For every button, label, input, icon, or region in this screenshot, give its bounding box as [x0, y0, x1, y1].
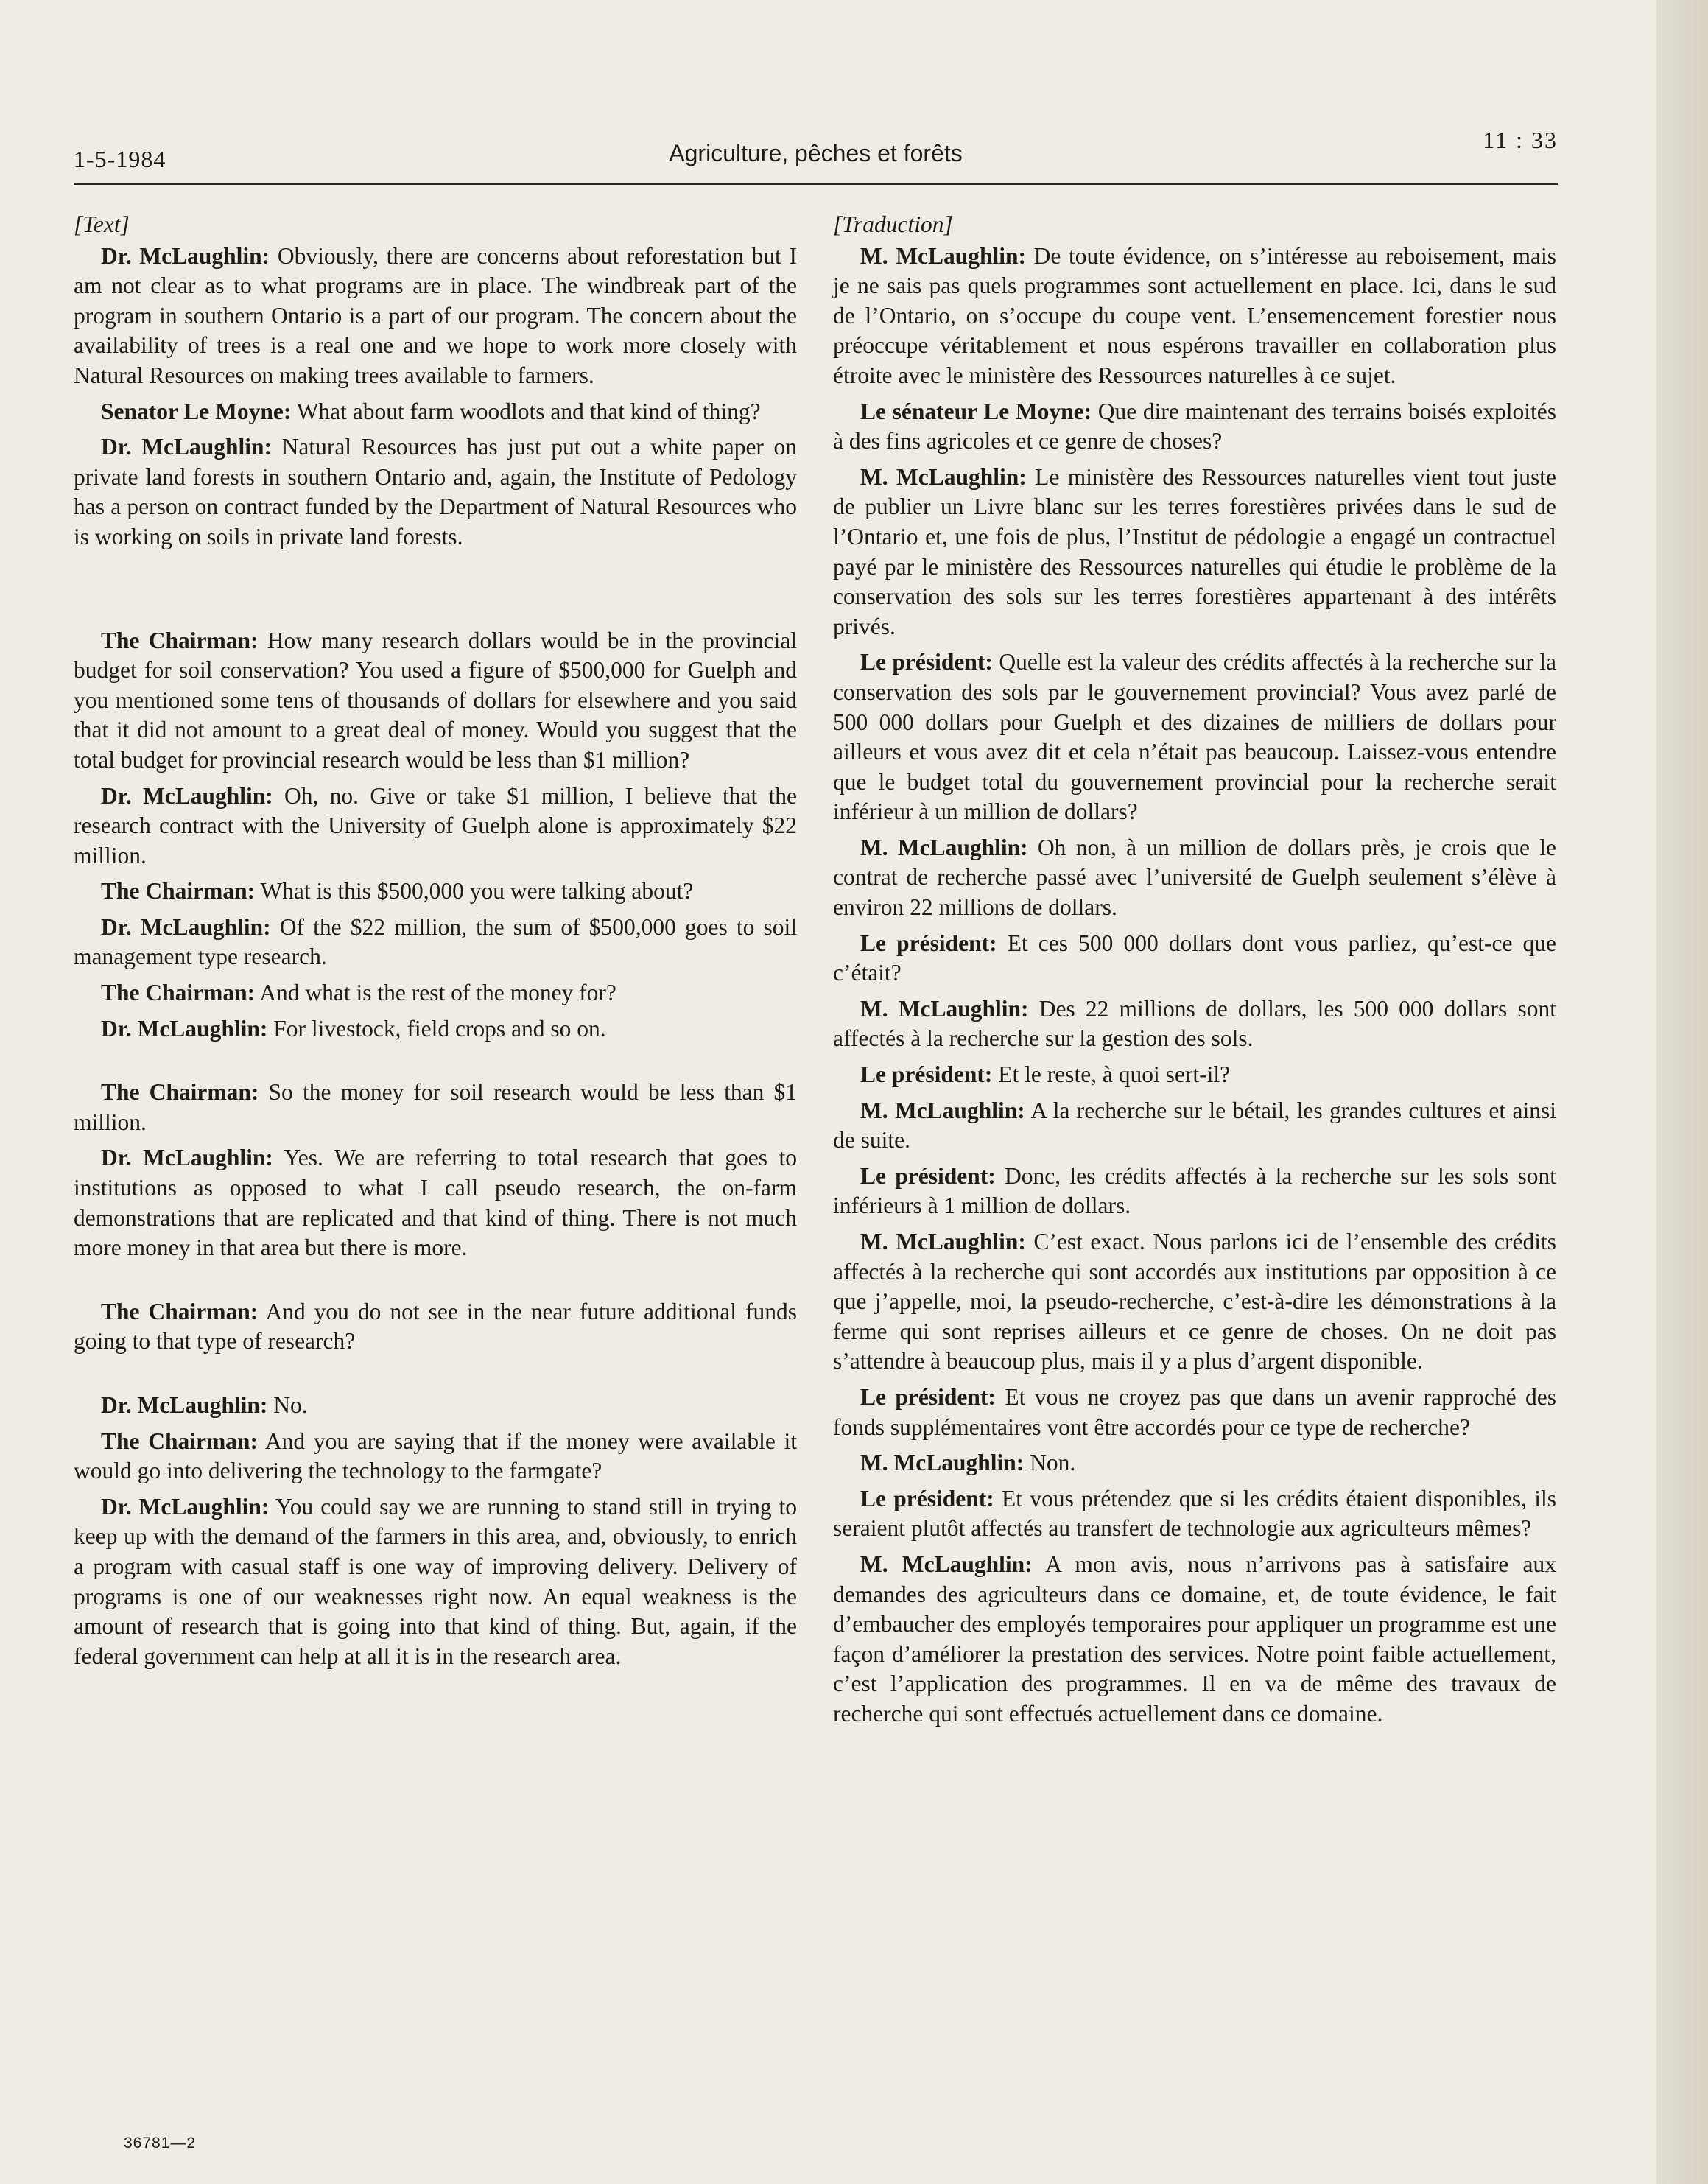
- transcript-paragraph: [74, 978, 797, 1008]
- speaker-name: Le président:: [860, 930, 997, 956]
- transcript-paragraph: [74, 432, 797, 552]
- french-column: [833, 210, 1556, 1735]
- speech-text: Obviously, there are concerns about reforestation but I am not clear as to what programs are in place. The windbreak part of the program in southern Ontario is a part of our program. The concern about the availability of trees is a real one and we hope to work more closely with Natural Resources on making trees available to farmers.: [74, 242, 797, 388]
- header-date: 1-5-1984: [74, 146, 166, 172]
- header-page-number: 11 : 33: [1483, 127, 1558, 153]
- transcript-paragraph: [833, 833, 1556, 923]
- speaker-name: Dr. McLaughlin:: [101, 1392, 268, 1418]
- speech-text: And you do not see in the near future additional funds going to that type of research?: [74, 1298, 797, 1355]
- speaker-name: Le président:: [860, 649, 993, 675]
- speech-text: Et ces 500 000 dollars dont vous parliez, qu’est-ce que c’était?: [833, 930, 1557, 986]
- header-title: Agriculture, pêches et forêts: [669, 140, 963, 166]
- speech-text: And you are saying that if the money were available it would go into delivering the technology to the farmgate?: [74, 1428, 798, 1484]
- column-tag: [Traduction]: [833, 211, 953, 237]
- speaker-name: M. McLaughlin:: [860, 1097, 1025, 1123]
- speech-text: Oh, no. Give or take $1 million, I believe that the research contract with the University of Guelph alone is approximately $22 million.: [74, 782, 797, 868]
- speech-text: What about farm woodlots and that kind of thing?: [291, 398, 761, 424]
- footer-print-code: 36781—2: [124, 2135, 197, 2152]
- transcript-paragraph: [833, 1162, 1556, 1221]
- speaker-name: The Chairman:: [101, 1428, 258, 1454]
- speaker-name: M. McLaughlin:: [860, 1551, 1033, 1577]
- english-column: [74, 210, 797, 1677]
- transcript-paragraph: [74, 1427, 797, 1486]
- column-tag: [Text]: [74, 211, 130, 237]
- transcript-paragraph: [74, 1078, 797, 1137]
- speaker-name: Dr. McLaughlin:: [101, 1015, 268, 1042]
- transcript-paragraph: [74, 877, 797, 907]
- transcript-paragraph: [833, 1550, 1556, 1730]
- speech-text: Et vous prétendez que si les crédits étaient disponibles, ils seraient plutôt affectés au transfert de technologie aux agriculteurs mêmes?: [833, 1485, 1556, 1542]
- page-edge-shadow: [1656, 0, 1708, 2184]
- speech-text: And what is the rest of the money for?: [255, 980, 616, 1006]
- transcript-paragraph: [833, 1060, 1556, 1090]
- speaker-name: M. McLaughlin:: [860, 1450, 1025, 1476]
- transcript-paragraph: [74, 1014, 797, 1044]
- speaker-name: The Chairman:: [101, 1298, 259, 1324]
- transcript-paragraph: [74, 1143, 797, 1263]
- speech-text: Natural Resources has just put out a white paper on private land forests in southern Ontario and, again, the Institute of Pedology has a person on contract funded by the Department of Natural Resources who is working on soils in private land forests.: [74, 434, 797, 549]
- speaker-name: The Chairman:: [101, 878, 256, 905]
- transcript-paragraph: [74, 913, 797, 972]
- speaker-name: Le président:: [860, 1383, 996, 1410]
- speaker-name: Le président:: [860, 1162, 996, 1189]
- speech-text: Quelle est la valeur des crédits affectés à la recherche sur la conservation des sols par le gouvernement provincial? Vous avez parlé de 500 000 dollars pour Guelph et des dizaines de milliers de dollars pour ailleurs et vous avez dit et cela n’était pas beaucoup. Laissez-vous entendre que le budget total du gouvernement provincial pour la recherche serait inférieur à un million de dollars?: [833, 649, 1556, 825]
- speech-text: Non.: [1024, 1450, 1076, 1476]
- transcript-paragraph: [74, 782, 797, 871]
- speaker-name: M. McLaughlin:: [860, 242, 1026, 269]
- speaker-name: Dr. McLaughlin:: [101, 913, 271, 940]
- speaker-name: M. McLaughlin:: [860, 463, 1027, 490]
- speech-text: Des 22 millions de dollars, les 500 000 dollars sont affectés à la recherche sur la gestion des sols.: [833, 995, 1556, 1052]
- speaker-name: Dr. McLaughlin:: [101, 782, 273, 809]
- speaker-name: Dr. McLaughlin:: [101, 1145, 273, 1171]
- speaker-name: The Chairman:: [101, 1079, 259, 1106]
- transcript-paragraph: [74, 626, 797, 776]
- speaker-name: M. McLaughlin:: [860, 834, 1028, 860]
- transcript-paragraph: [833, 994, 1556, 1054]
- speaker-name: Dr. McLaughlin:: [101, 434, 273, 460]
- speech-text: Que dire maintenant des terrains boisés exploités à des fins agricoles et ce genre de choses?: [833, 398, 1556, 454]
- speech-text: You could say we are running to stand still in trying to keep up with the demand of the farmers in this area, and, obviously, to enrich a program with casual staff is one way of improving delivery. Delivery of programs is one of our weaknesses right now. An equal weakness is the amount of research that is going into that kind of thing. But, again, if the federal government can help at all it is in the research area.: [74, 1493, 797, 1669]
- transcript-paragraph: [833, 397, 1556, 457]
- page-header: [74, 124, 1558, 185]
- transcript-paragraph: [833, 1484, 1556, 1544]
- speech-text: A mon avis, nous n’arrivons pas à satisfaire aux demandes des agriculteurs dans ce domaine, et, de toute évidence, le fait d’embaucher des employés temporaires pour appliquer un programme est une façon d’améliorer la prestation des services. Notre point faible actuellement, c’est l’application des programmes. Il en va de même des travaux de recherche qui sont effectués actuellement dans ce domaine.: [833, 1551, 1556, 1727]
- transcript-paragraph: [833, 463, 1556, 642]
- transcript-paragraph: [74, 1492, 797, 1672]
- speech-text: De toute évidence, on s’intéresse au reboisement, mais je ne sais pas quels programmes sont actuellement en place. Ici, dans le sud de l’Ontario, on s’occupe du coupe vent. L’ensemencement forestier nous préoccupe véritablement et nous espérons travailler en collaboration plus étroite avec le ministère des Ressources naturelles à ce sujet.: [833, 242, 1556, 388]
- speech-text: For livestock, field crops and so on.: [267, 1015, 606, 1042]
- speaker-name: The Chairman:: [101, 980, 256, 1006]
- speaker-name: Senator Le Moyne:: [101, 398, 292, 424]
- transcript-paragraph: [74, 1297, 797, 1357]
- transcript-paragraph: [833, 647, 1556, 827]
- speech-text: Yes. We are referring to total research that goes to institutions as opposed to what I call pseudo research, the on-farm demonstrations that are replicated and that kind of thing. There is not much more money in that area but there is more.: [74, 1145, 797, 1261]
- speech-text: A la recherche sur le bétail, les grandes cultures et ainsi de suite.: [833, 1097, 1556, 1154]
- speech-text: Donc, les crédits affectés à la recherche sur les sols sont inférieurs à 1 million de dollars.: [833, 1162, 1556, 1219]
- speaker-name: The Chairman:: [101, 627, 259, 653]
- speaker-name: Le président:: [860, 1485, 994, 1511]
- speaker-name: Dr. McLaughlin:: [101, 242, 270, 269]
- transcript-paragraph: [74, 242, 797, 391]
- transcript-paragraph: [833, 242, 1556, 391]
- speech-text: So the money for soil research would be less than $1 million.: [74, 1079, 797, 1135]
- speaker-name: M. McLaughlin:: [860, 1229, 1026, 1254]
- speech-text: Le ministère des Ressources naturelles vient tout juste de publier un Livre blanc sur les terres forestières privées dans le sud de l’Ontario et, une fois de plus, l’Institut de pédologie a engagé un contractuel payé par le ministère des Ressources naturelles qui étudie le problème de la conservation des sols sur les terres forestières appartenant à des intérêts privés.: [833, 463, 1556, 639]
- speech-text: C’est exact. Nous parlons ici de l’ensemble des crédits affectés à la recherche qui sont accordés aux institutions par opposition à ce que j’appelle, moi, la pseudo-recherche, c’est-à-dire les démonstrations à la ferme qui sont reprises ailleurs et ce genre de choses. On ne doit pas s’attendre à beaucoup plus, mais il y a plus d’argent disponible.: [833, 1229, 1556, 1374]
- transcript-paragraph: [833, 1227, 1556, 1377]
- speech-text: Et vous ne croyez pas que dans un avenir rapproché des fonds supplémentaires vont être accordés pour ce type de recherche?: [833, 1383, 1556, 1440]
- speech-text: What is this $500,000 you were talking about?: [255, 878, 694, 905]
- speaker-name: M. McLaughlin:: [860, 995, 1029, 1022]
- speaker-name: Le président:: [860, 1061, 993, 1088]
- speech-text: Oh non, à un million de dollars près, je crois que le contrat de recherche passé avec l’université de Guelph seulement s’élève à environ 22 millions de dollars.: [833, 834, 1556, 921]
- transcript-paragraph: [74, 1391, 797, 1421]
- speaker-name: Dr. McLaughlin:: [101, 1493, 270, 1520]
- speech-text: No.: [267, 1392, 308, 1418]
- speech-text: Of the $22 million, the sum of $500,000 goes to soil management type research.: [74, 913, 797, 970]
- speech-text: Et le reste, à quoi sert-il?: [992, 1061, 1231, 1088]
- speech-text: How many research dollars would be in the provincial budget for soil conservation? You used a figure of $500,000 for Guelph and you mentioned some tens of thousands of dollars for elsewhere and you said that it did not amount to a great deal of money. Would you suggest that the total budget for provincial research would be less than $1 million?: [74, 627, 797, 773]
- transcript-paragraph: [833, 929, 1556, 989]
- transcript-paragraph: [833, 1096, 1556, 1156]
- speaker-name: Le sénateur Le Moyne:: [860, 398, 1092, 424]
- transcript-paragraph: [74, 397, 797, 427]
- transcript-paragraph: [833, 1448, 1556, 1478]
- transcript-paragraph: [833, 1383, 1556, 1442]
